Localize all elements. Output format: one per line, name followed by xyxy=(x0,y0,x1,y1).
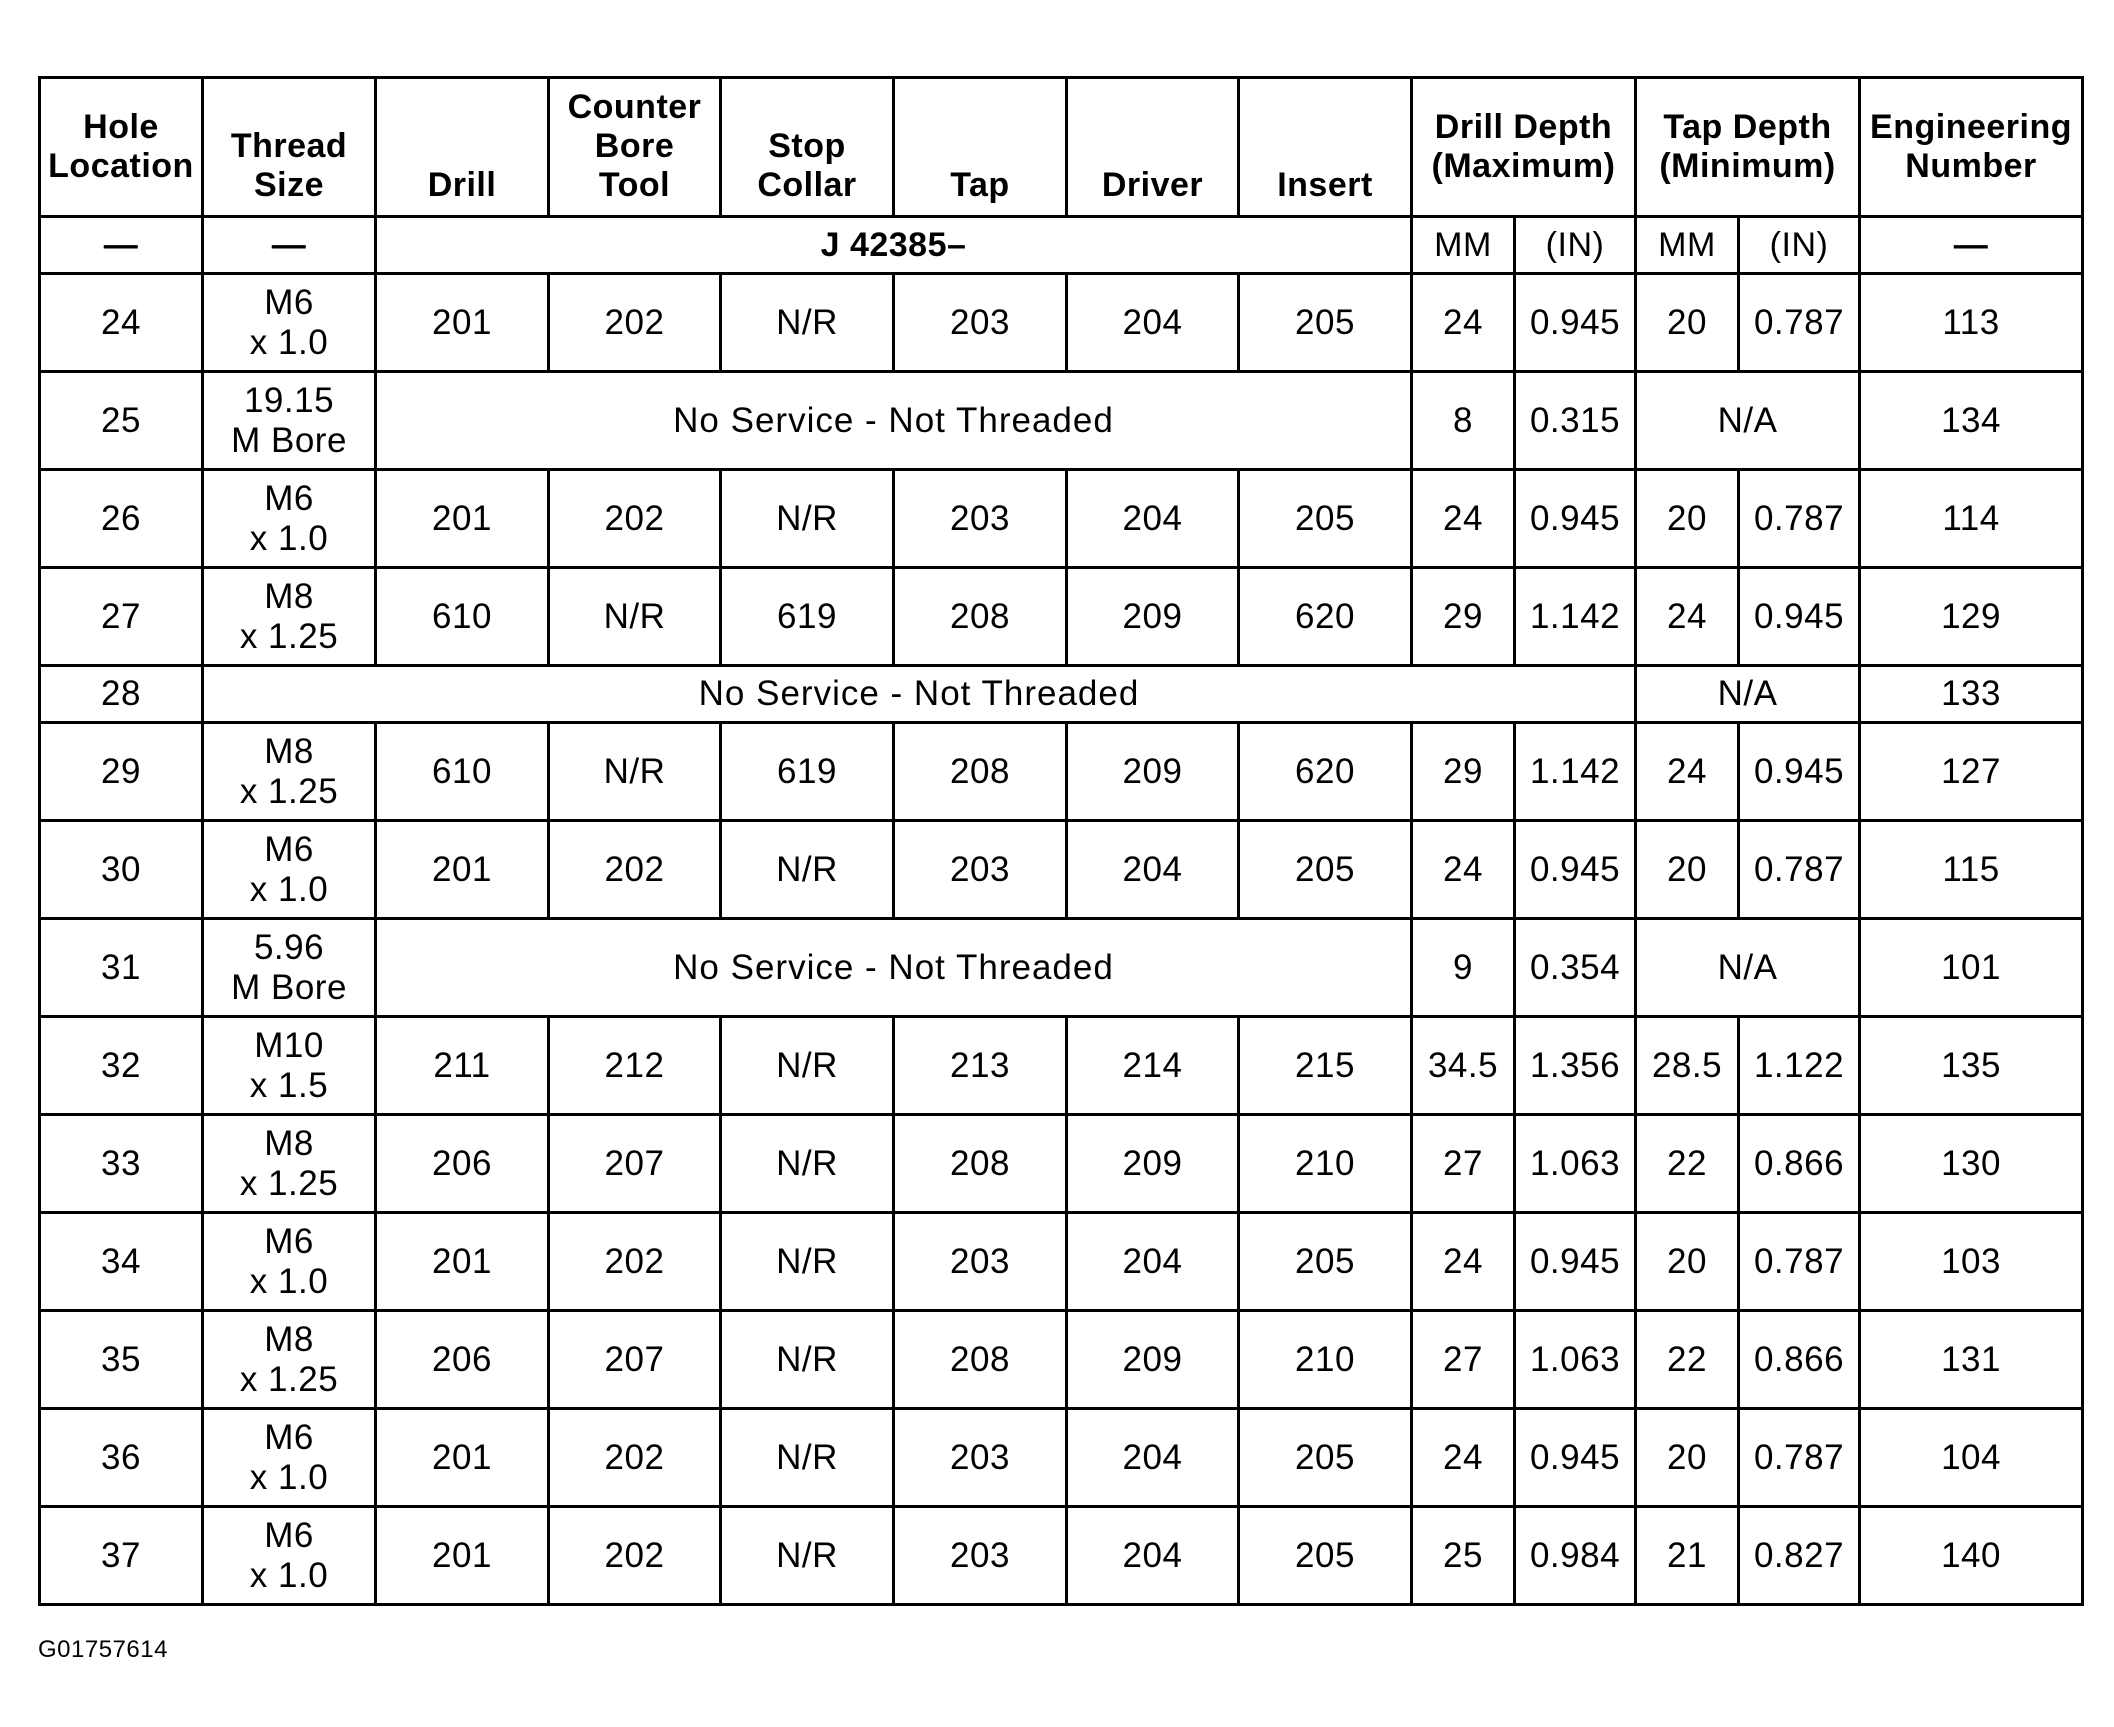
drill-depth-in-cell: 1.142 xyxy=(1515,723,1636,821)
tap-depth-in-cell: 0.787 xyxy=(1739,821,1860,919)
subheader-row xyxy=(40,217,2083,274)
engineering-number-cell: 104 xyxy=(1860,1409,2083,1507)
tap-cell: 203 xyxy=(894,1409,1067,1507)
thread-size-line: M6 xyxy=(264,478,314,518)
thread-size-line: x 1.0 xyxy=(249,518,329,558)
thread-size-line: 19.15 xyxy=(243,380,335,420)
tap-depth-in-cell: 0.827 xyxy=(1739,1507,1860,1605)
tap-cell: 203 xyxy=(894,470,1067,568)
table-row xyxy=(40,1507,2083,1605)
header-thread-size: Thread Size xyxy=(203,78,376,217)
header-engineering-number: Engineering Number xyxy=(1860,78,2083,217)
drill-depth-mm-cell: 25 xyxy=(1412,1507,1515,1605)
thread-size-cell xyxy=(203,568,376,666)
tap-depth-mm-cell: 20 xyxy=(1636,470,1739,568)
drill-depth-in-cell: 0.354 xyxy=(1515,919,1636,1017)
insert-cell: 210 xyxy=(1239,1311,1412,1409)
drill-depth-mm-cell: 8 xyxy=(1412,372,1515,470)
thread-size-line: M10 xyxy=(254,1025,324,1065)
counter-bore-cell: 207 xyxy=(549,1115,721,1213)
hole-location-cell: 30 xyxy=(40,821,203,919)
drill-cell: 201 xyxy=(376,274,549,372)
table-row xyxy=(40,372,2083,470)
drill-cell: 201 xyxy=(376,821,549,919)
tap-depth-in-cell: 0.787 xyxy=(1739,470,1860,568)
tap-depth-mm-cell: 20 xyxy=(1636,821,1739,919)
driver-cell: 204 xyxy=(1067,1213,1239,1311)
drill-depth-in-cell: 1.142 xyxy=(1515,568,1636,666)
thread-size-line: M6 xyxy=(264,282,314,322)
drill-depth-in-cell: 0.945 xyxy=(1515,1213,1636,1311)
engineering-number-cell: 135 xyxy=(1860,1017,2083,1115)
driver-cell: 204 xyxy=(1067,1507,1239,1605)
thread-size-line: M8 xyxy=(264,1319,314,1359)
hole-location-cell: 32 xyxy=(40,1017,203,1115)
engineering-number-cell: 140 xyxy=(1860,1507,2083,1605)
engineering-number-cell: 114 xyxy=(1860,470,2083,568)
thread-size-line: x 1.25 xyxy=(239,616,339,656)
driver-cell: 209 xyxy=(1067,723,1239,821)
stop-collar-cell: N/R xyxy=(721,1213,894,1311)
tap-depth-mm-cell: 24 xyxy=(1636,568,1739,666)
tap-depth-mm-cell: 20 xyxy=(1636,1213,1739,1311)
hole-location-cell: 24 xyxy=(40,274,203,372)
driver-cell: 214 xyxy=(1067,1017,1239,1115)
subheader-drill-mm: MM xyxy=(1412,217,1515,274)
drill-depth-in-cell: 0.945 xyxy=(1515,1409,1636,1507)
tap-cell: 208 xyxy=(894,568,1067,666)
driver-cell: 204 xyxy=(1067,274,1239,372)
no-service-note: No Service - Not Threaded xyxy=(376,919,1412,1017)
drill-depth-mm-cell: 24 xyxy=(1412,821,1515,919)
driver-cell: 204 xyxy=(1067,1409,1239,1507)
engineering-number-cell: 101 xyxy=(1860,919,2083,1017)
engineering-number-cell: 103 xyxy=(1860,1213,2083,1311)
drill-depth-in-cell: 1.356 xyxy=(1515,1017,1636,1115)
drill-cell: 201 xyxy=(376,1213,549,1311)
drill-depth-mm-cell: 9 xyxy=(1412,919,1515,1017)
thread-size-cell xyxy=(203,274,376,372)
counter-bore-cell: 207 xyxy=(549,1311,721,1409)
insert-cell: 215 xyxy=(1239,1017,1412,1115)
counter-bore-cell: 202 xyxy=(549,1213,721,1311)
table-row xyxy=(40,470,2083,568)
tap-depth-in-cell: 0.787 xyxy=(1739,1409,1860,1507)
table-body xyxy=(40,274,2083,1605)
stop-collar-cell: N/R xyxy=(721,1017,894,1115)
tap-depth-mm-cell: 24 xyxy=(1636,723,1739,821)
thread-size-line: M8 xyxy=(264,1123,314,1163)
drill-depth-in-cell: 0.945 xyxy=(1515,274,1636,372)
stop-collar-cell: N/R xyxy=(721,1115,894,1213)
hole-location-cell: 28 xyxy=(40,666,203,723)
figure-id: G01757614 xyxy=(38,1636,168,1663)
thread-size-cell xyxy=(203,470,376,568)
thread-size-cell xyxy=(203,372,376,470)
table-row xyxy=(40,1311,2083,1409)
header-insert: Insert xyxy=(1239,78,1412,217)
header-row xyxy=(40,78,2083,217)
table-row xyxy=(40,568,2083,666)
insert-cell: 205 xyxy=(1239,1409,1412,1507)
subheader-tool-prefix: J 42385– xyxy=(376,217,1412,274)
header-hole-location: Hole Location xyxy=(40,78,203,217)
insert-cell: 620 xyxy=(1239,723,1412,821)
tap-depth-mm-cell: 28.5 xyxy=(1636,1017,1739,1115)
thread-size-line: M6 xyxy=(264,1417,314,1457)
thread-size-cell xyxy=(203,1213,376,1311)
counter-bore-cell: 212 xyxy=(549,1017,721,1115)
table-row xyxy=(40,723,2083,821)
tap-depth-in-cell: 1.122 xyxy=(1739,1017,1860,1115)
drill-cell: 206 xyxy=(376,1311,549,1409)
thread-size-line: x 1.0 xyxy=(249,869,329,909)
drill-depth-in-cell: 0.945 xyxy=(1515,470,1636,568)
stop-collar-cell: N/R xyxy=(721,1507,894,1605)
hole-location-cell: 37 xyxy=(40,1507,203,1605)
counter-bore-cell: 202 xyxy=(549,1409,721,1507)
table-row xyxy=(40,919,2083,1017)
drill-depth-mm-cell: 24 xyxy=(1412,1409,1515,1507)
subheader-thread-dash: — xyxy=(203,217,376,274)
engineering-number-cell: 115 xyxy=(1860,821,2083,919)
tap-depth-in-cell: 0.945 xyxy=(1739,723,1860,821)
thread-size-line: x 1.25 xyxy=(239,771,339,811)
insert-cell: 205 xyxy=(1239,470,1412,568)
drill-cell: 211 xyxy=(376,1017,549,1115)
counter-bore-cell: 202 xyxy=(549,1507,721,1605)
thread-size-line: M6 xyxy=(264,1221,314,1261)
thread-size-cell xyxy=(203,1115,376,1213)
thread-size-cell xyxy=(203,919,376,1017)
tap-cell: 203 xyxy=(894,821,1067,919)
tap-cell: 208 xyxy=(894,1311,1067,1409)
engineering-number-cell: 129 xyxy=(1860,568,2083,666)
header-counter-bore-tool: Counter Bore Tool xyxy=(549,78,721,217)
subheader-drill-in: (IN) xyxy=(1515,217,1636,274)
drill-cell: 610 xyxy=(376,568,549,666)
drill-depth-in-cell: 0.984 xyxy=(1515,1507,1636,1605)
no-service-note: No Service - Not Threaded xyxy=(203,666,1636,723)
hole-location-cell: 35 xyxy=(40,1311,203,1409)
insert-cell: 205 xyxy=(1239,274,1412,372)
thread-size-line: M Bore xyxy=(231,967,347,1007)
counter-bore-cell: 202 xyxy=(549,821,721,919)
drill-depth-mm-cell: 24 xyxy=(1412,1213,1515,1311)
drill-depth-in-cell: 1.063 xyxy=(1515,1311,1636,1409)
header-tap: Tap xyxy=(894,78,1067,217)
tap-cell: 208 xyxy=(894,723,1067,821)
insert-cell: 620 xyxy=(1239,568,1412,666)
hole-location-cell: 33 xyxy=(40,1115,203,1213)
thread-size-cell xyxy=(203,1311,376,1409)
thread-size-line: x 1.25 xyxy=(239,1359,339,1399)
subheader-eng-dash: — xyxy=(1860,217,2083,274)
tap-depth-na-cell: N/A xyxy=(1636,919,1860,1017)
thread-size-line: 5.96 xyxy=(253,927,325,967)
tap-depth-na-cell: N/A xyxy=(1636,666,1860,723)
insert-cell: 210 xyxy=(1239,1115,1412,1213)
thread-size-cell xyxy=(203,1507,376,1605)
engineering-number-cell: 134 xyxy=(1860,372,2083,470)
thread-size-line: M6 xyxy=(264,1515,314,1555)
drill-depth-mm-cell: 29 xyxy=(1412,568,1515,666)
tap-depth-na-cell: N/A xyxy=(1636,372,1860,470)
thread-size-line: x 1.0 xyxy=(249,1261,329,1301)
counter-bore-cell: N/R xyxy=(549,723,721,821)
thread-size-line: M8 xyxy=(264,731,314,771)
stop-collar-cell: 619 xyxy=(721,723,894,821)
table-row xyxy=(40,274,2083,372)
header-stop-collar: Stop Collar xyxy=(721,78,894,217)
tap-cell: 203 xyxy=(894,274,1067,372)
drill-depth-mm-cell: 24 xyxy=(1412,470,1515,568)
tap-depth-mm-cell: 22 xyxy=(1636,1311,1739,1409)
drill-cell: 201 xyxy=(376,470,549,568)
stop-collar-cell: N/R xyxy=(721,470,894,568)
table-row xyxy=(40,821,2083,919)
header-tap-depth: Tap Depth (Minimum) xyxy=(1636,78,1860,217)
table-row xyxy=(40,1213,2083,1311)
thread-size-cell xyxy=(203,821,376,919)
table-row xyxy=(40,1017,2083,1115)
header-drill: Drill xyxy=(376,78,549,217)
driver-cell: 209 xyxy=(1067,1311,1239,1409)
spec-table xyxy=(38,76,2084,1606)
thread-size-line: x 1.0 xyxy=(249,1555,329,1595)
drill-depth-mm-cell: 24 xyxy=(1412,274,1515,372)
counter-bore-cell: 202 xyxy=(549,470,721,568)
tap-cell: 208 xyxy=(894,1115,1067,1213)
hole-location-cell: 25 xyxy=(40,372,203,470)
subheader-tap-in: (IN) xyxy=(1739,217,1860,274)
driver-cell: 209 xyxy=(1067,568,1239,666)
driver-cell: 204 xyxy=(1067,821,1239,919)
thread-size-line: x 1.0 xyxy=(249,322,329,362)
drill-cell: 206 xyxy=(376,1115,549,1213)
insert-cell: 205 xyxy=(1239,821,1412,919)
driver-cell: 209 xyxy=(1067,1115,1239,1213)
table-row xyxy=(40,666,2083,723)
insert-cell: 205 xyxy=(1239,1507,1412,1605)
no-service-note: No Service - Not Threaded xyxy=(376,372,1412,470)
hole-location-cell: 36 xyxy=(40,1409,203,1507)
thread-size-cell xyxy=(203,1017,376,1115)
counter-bore-cell: N/R xyxy=(549,568,721,666)
driver-cell: 204 xyxy=(1067,470,1239,568)
thread-size-cell xyxy=(203,723,376,821)
tap-cell: 213 xyxy=(894,1017,1067,1115)
drill-cell: 610 xyxy=(376,723,549,821)
drill-depth-mm-cell: 29 xyxy=(1412,723,1515,821)
insert-cell: 205 xyxy=(1239,1213,1412,1311)
stop-collar-cell: N/R xyxy=(721,274,894,372)
thread-size-line: M8 xyxy=(264,576,314,616)
tap-depth-in-cell: 0.787 xyxy=(1739,274,1860,372)
drill-depth-mm-cell: 27 xyxy=(1412,1115,1515,1213)
engineering-number-cell: 127 xyxy=(1860,723,2083,821)
hole-location-cell: 34 xyxy=(40,1213,203,1311)
stop-collar-cell: N/R xyxy=(721,1409,894,1507)
table-row xyxy=(40,1115,2083,1213)
stop-collar-cell: N/R xyxy=(721,821,894,919)
engineering-number-cell: 131 xyxy=(1860,1311,2083,1409)
thread-size-line: x 1.5 xyxy=(249,1065,329,1105)
thread-size-line: M6 xyxy=(264,829,314,869)
drill-depth-in-cell: 0.945 xyxy=(1515,821,1636,919)
tap-depth-in-cell: 0.787 xyxy=(1739,1213,1860,1311)
tap-cell: 203 xyxy=(894,1213,1067,1311)
hole-location-cell: 31 xyxy=(40,919,203,1017)
drill-depth-mm-cell: 27 xyxy=(1412,1311,1515,1409)
tap-depth-mm-cell: 20 xyxy=(1636,1409,1739,1507)
drill-depth-in-cell: 0.315 xyxy=(1515,372,1636,470)
stop-collar-cell: N/R xyxy=(721,1311,894,1409)
tap-depth-mm-cell: 21 xyxy=(1636,1507,1739,1605)
tap-cell: 203 xyxy=(894,1507,1067,1605)
thread-size-line: x 1.25 xyxy=(239,1163,339,1203)
hole-location-cell: 26 xyxy=(40,470,203,568)
drill-cell: 201 xyxy=(376,1507,549,1605)
stop-collar-cell: 619 xyxy=(721,568,894,666)
tap-depth-in-cell: 0.866 xyxy=(1739,1115,1860,1213)
engineering-number-cell: 113 xyxy=(1860,274,2083,372)
hole-location-cell: 29 xyxy=(40,723,203,821)
tap-depth-in-cell: 0.866 xyxy=(1739,1311,1860,1409)
engineering-number-cell: 130 xyxy=(1860,1115,2083,1213)
drill-depth-mm-cell: 34.5 xyxy=(1412,1017,1515,1115)
header-driver: Driver xyxy=(1067,78,1239,217)
header-drill-depth: Drill Depth (Maximum) xyxy=(1412,78,1636,217)
drill-cell: 201 xyxy=(376,1409,549,1507)
tap-depth-in-cell: 0.945 xyxy=(1739,568,1860,666)
tap-depth-mm-cell: 22 xyxy=(1636,1115,1739,1213)
thread-size-line: x 1.0 xyxy=(249,1457,329,1497)
subheader-tap-mm: MM xyxy=(1636,217,1739,274)
thread-size-line: M Bore xyxy=(231,420,347,460)
engineering-number-cell: 133 xyxy=(1860,666,2083,723)
thread-size-cell xyxy=(203,1409,376,1507)
counter-bore-cell: 202 xyxy=(549,274,721,372)
table-row xyxy=(40,1409,2083,1507)
tap-depth-mm-cell: 20 xyxy=(1636,274,1739,372)
hole-location-cell: 27 xyxy=(40,568,203,666)
subheader-hole-dash: — xyxy=(40,217,203,274)
drill-depth-in-cell: 1.063 xyxy=(1515,1115,1636,1213)
